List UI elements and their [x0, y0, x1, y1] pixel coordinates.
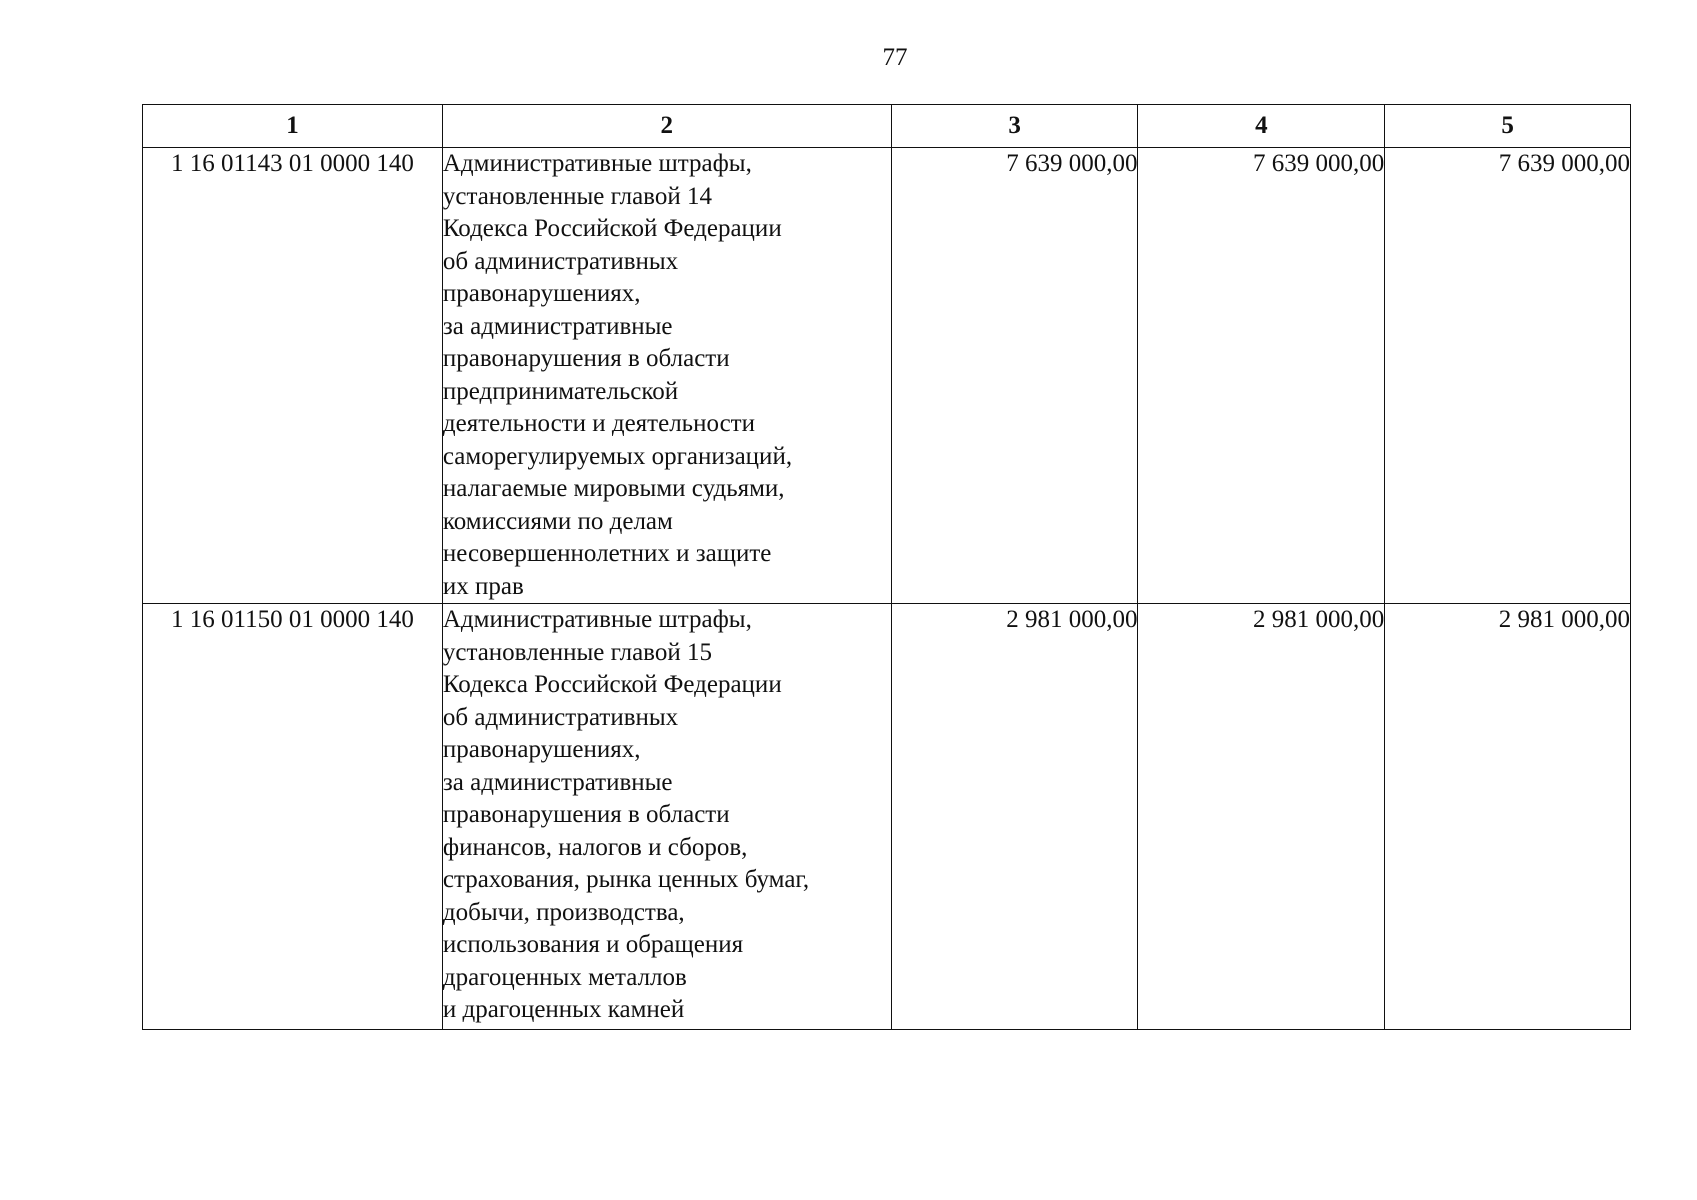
description-line: правонарушения в области — [442, 345, 730, 372]
description-line: деятельности и деятельности — [442, 410, 755, 437]
description-cell — [442, 148, 891, 604]
description-line: правонарушениях, — [442, 736, 641, 763]
description-line: за административные — [442, 768, 673, 796]
description-line: комиссиями по делам — [442, 507, 673, 535]
description-line: Кодекса Российской Федерации — [442, 671, 782, 698]
budget-code-cell: 1 16 01150 01 0000 140 — [143, 604, 443, 1030]
column-header-5: 5 — [1385, 105, 1631, 148]
description-line: установленные главой 14 — [442, 182, 712, 210]
description-line: и драгоценных камней — [442, 996, 685, 1023]
amount-column-5: 2 981 000,00 — [1385, 604, 1631, 1030]
description-cell — [442, 604, 891, 1030]
description-line: установленные главой 15 — [442, 638, 712, 666]
table-header-row — [143, 105, 1631, 148]
column-header-2: 2 — [442, 105, 891, 148]
description-line: об административных — [442, 247, 679, 275]
description-line: страхования, рынка ценных бумаг, — [442, 866, 810, 893]
description-line: налагаемые мировыми судьями, — [442, 475, 785, 502]
description-line: несовершеннолетних и защите — [442, 540, 772, 567]
description-line: Административные штрафы, — [442, 150, 752, 177]
amount-column-4: 2 981 000,00 — [1138, 604, 1385, 1030]
table-row — [143, 604, 1631, 1030]
description-line: их прав — [442, 572, 524, 600]
description-line: использования и обращения — [442, 931, 744, 958]
description-line: Административные штрафы, — [442, 606, 752, 633]
budget-table — [142, 104, 1631, 1030]
column-header-1: 1 — [143, 105, 443, 148]
column-header-4: 4 — [1138, 105, 1385, 148]
description-line: правонарушениях, — [442, 280, 641, 307]
amount-column-5: 7 639 000,00 — [1385, 148, 1631, 604]
budget-code-cell: 1 16 01143 01 0000 140 — [143, 148, 443, 604]
table-row — [143, 148, 1631, 604]
description-line: добычи, производства, — [442, 898, 685, 926]
description-line: драгоценных металлов — [442, 963, 687, 991]
column-header-3: 3 — [891, 105, 1138, 148]
description-line: саморегулируемых организаций, — [442, 442, 793, 470]
description-line: за административные — [442, 312, 673, 340]
description-line: финансов, налогов и сборов, — [442, 833, 748, 861]
page-number: 77 — [882, 44, 908, 71]
amount-column-3: 7 639 000,00 — [891, 148, 1138, 604]
description-line: об административных — [442, 703, 679, 731]
description-line: предпринимательской — [442, 377, 679, 405]
amount-column-4: 7 639 000,00 — [1138, 148, 1385, 604]
description-line: правонарушения в области — [442, 801, 730, 828]
amount-column-3: 2 981 000,00 — [891, 604, 1138, 1030]
description-line: Кодекса Российской Федерации — [442, 215, 782, 242]
